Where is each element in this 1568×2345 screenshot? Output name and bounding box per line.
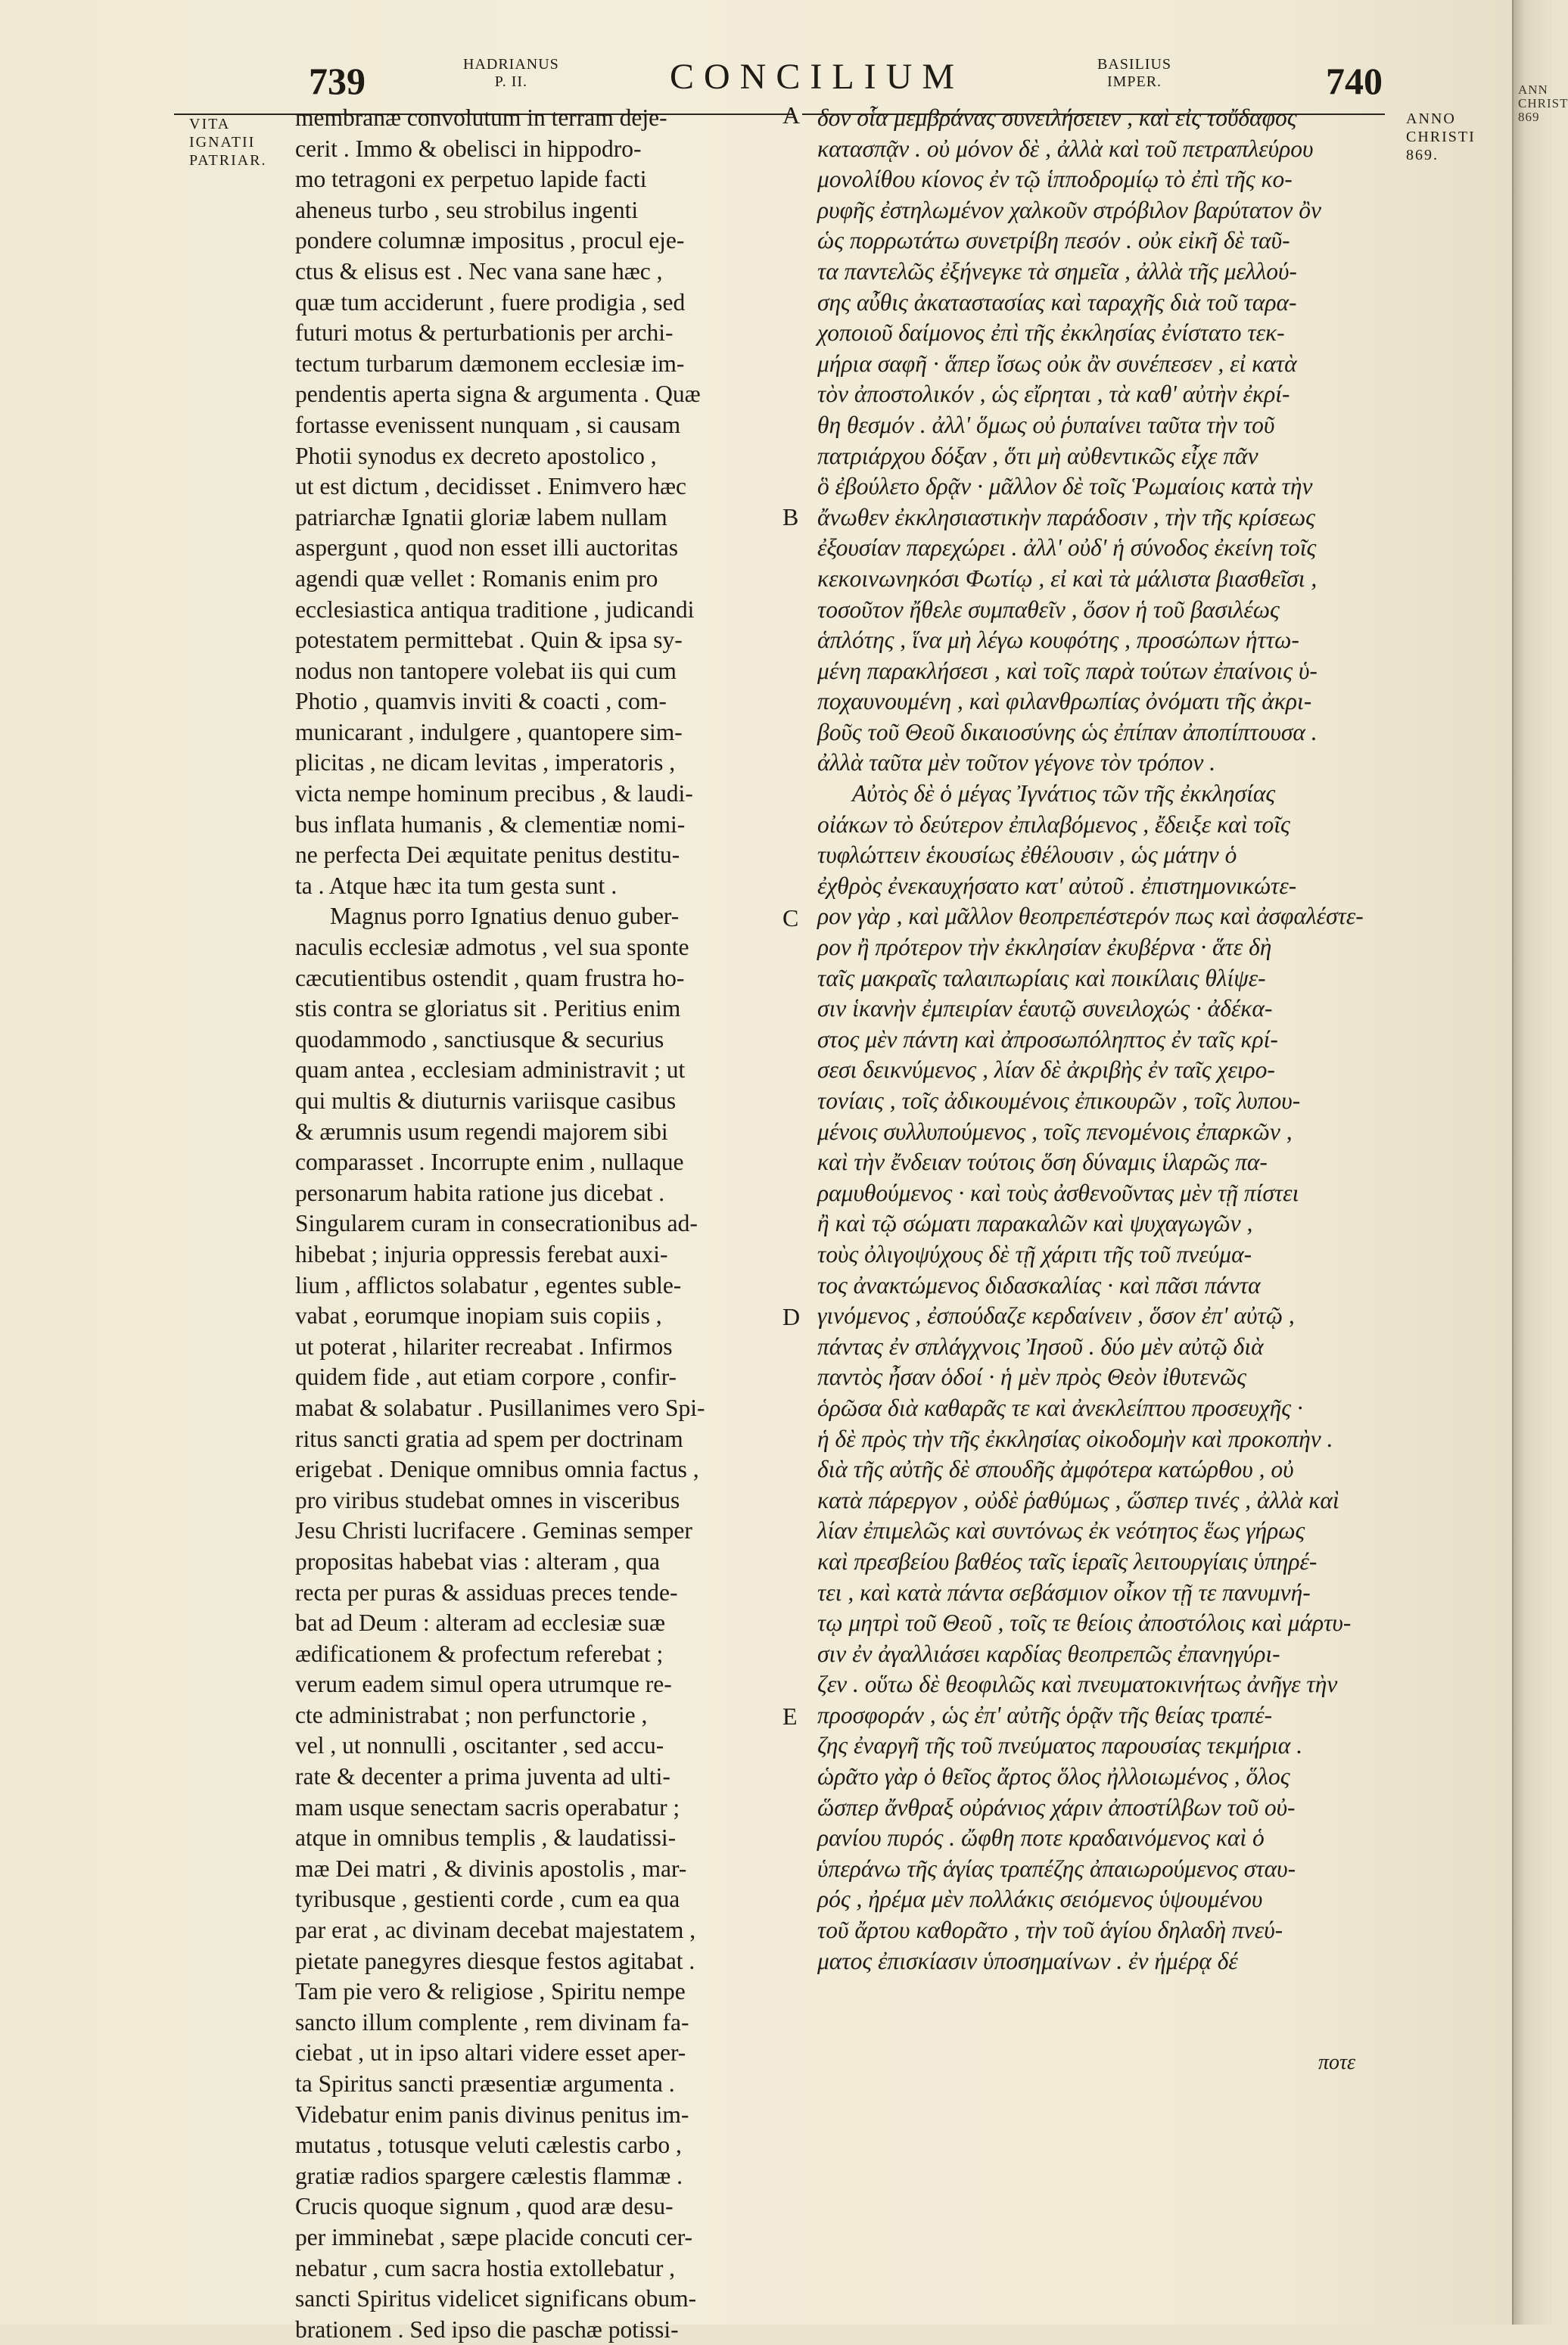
latin-text-line: bus inflata humanis , & clementiæ nomi- bbox=[295, 810, 686, 838]
latin-text-line: nodus non tantopere volebat iis qui cum bbox=[295, 657, 677, 684]
greek-text-line: πατριάρχου δόξαν , ὅτι μὴ αὐθεντικῶς εἶχε πᾶν bbox=[817, 442, 1258, 469]
header-right-label: BASILIUS IMPER. bbox=[1097, 56, 1172, 90]
latin-text-line: mutatus , totusque veluti cælestis carbo , bbox=[295, 2132, 682, 2159]
greek-text-line: σης αὖθις ἀκαταστασίας καὶ ταραχῆς διὰ τοῦ ταρα- bbox=[817, 288, 1297, 316]
latin-text-line: recta per puras & assiduas preces tende- bbox=[295, 1578, 678, 1606]
greek-text-line: χοποιοῦ δαίμονος ἐπὶ τῆς ἐκκλησίας ἐνίστατο τεκ- bbox=[817, 319, 1285, 347]
section-marker-b: B bbox=[782, 503, 799, 530]
latin-text-line: hibebat ; injuria oppressis ferebat auxi- bbox=[295, 1240, 668, 1267]
greek-text-line: τος ἀνακτώμενος διδασκαλίας · καὶ πᾶσι πάντα bbox=[817, 1271, 1261, 1298]
latin-text-line: verum eadem simul opera utrumque re- bbox=[295, 1671, 672, 1698]
greek-text-line: στος μὲν πάντη καὶ ἀπροσωπόληπτος ἐν ταῖς κρί- bbox=[817, 1025, 1278, 1053]
greek-text-line: ρον ἢ πρότερον τὴν ἐκκλησίαν ἐκυβέρνα · ἅτε δὴ bbox=[817, 934, 1272, 961]
margin-note-left: VITA IGNATII PATRIAR. bbox=[189, 116, 267, 169]
latin-text-line: pondere columnæ impositus , procul eje- bbox=[295, 227, 685, 254]
latin-text-line: mabat & solabatur . Pusillanimes vero Spi- bbox=[295, 1394, 705, 1421]
greek-text-line: ταῖς μακραῖς ταλαιπωρίαις καὶ ποικίλαις θλίψε- bbox=[817, 964, 1266, 991]
greek-text-line: ποχαυνουμένη , καὶ φιλανθρωπίας ὀνόματι τῆς ἀκρι- bbox=[817, 688, 1312, 715]
latin-text-line: cte administrabat ; non perfunctorie , bbox=[295, 1701, 648, 1728]
latin-text-line: rate & decenter a prima juventa ad ulti- bbox=[295, 1763, 670, 1790]
greek-text-line: σιν ἐν ἀγαλλιάσει καρδίας θεοπρεπῶς ἐπανηγύρι- bbox=[817, 1640, 1280, 1667]
greek-text-line: τῳ μητρὶ τοῦ Θεοῦ , τοῖς τε θείοις ἀποστόλοις καὶ μάρτυ- bbox=[817, 1609, 1352, 1637]
greek-text-line: ὡρᾶτο γὰρ ὁ θεῖος ἄρτος ὅλος ἠλλοιωμένος , ὅλος bbox=[817, 1763, 1290, 1790]
latin-text-line: per imminebat , sæpe placide concuti cer- bbox=[295, 2223, 693, 2250]
latin-text-line: mo tetragoni ex perpetuo lapide facti bbox=[295, 166, 647, 193]
latin-text-line: ne perfecta Dei æquitate penitus destitu- bbox=[295, 841, 680, 869]
latin-text-line: Photio , quamvis inviti & coacti , com- bbox=[295, 688, 667, 715]
section-marker-e: E bbox=[782, 1703, 798, 1730]
latin-text-line: quam antea , ecclesiam administravit ; ut bbox=[295, 1056, 686, 1084]
latin-text-line: pietate panegyres diesque festos agitabat . bbox=[295, 1947, 695, 1974]
latin-text-line: vabat , eorumque inopiam suis copiis , bbox=[295, 1302, 662, 1330]
catchword: ποτε bbox=[1318, 2051, 1356, 2074]
greek-text-line: καὶ τὴν ἔνδειαν τούτοις ὅση δύναμις ἱλαρῶς πα- bbox=[817, 1149, 1268, 1176]
greek-text-column bbox=[817, 103, 1392, 1976]
latin-text-line: ta Spiritus sancti præsentiæ argumenta . bbox=[295, 2070, 675, 2097]
greek-text-line: δον οἷα μεμβράνας συνειλήσειεν , καὶ εἰς τοὔδαφος bbox=[817, 104, 1297, 131]
latin-text-line: Crucis quoque signum , quod aræ desu- bbox=[295, 2193, 674, 2220]
latin-text-line: quodammodo , sanctiusque & securius bbox=[295, 1025, 664, 1053]
latin-text-line: par erat , ac divinam decebat majestatem , bbox=[295, 1917, 696, 1944]
greek-text-line: κεκοινωνηκόσι Φωτίῳ , εἰ καὶ τὰ μάλιστα βιασθεῖσι , bbox=[817, 564, 1318, 592]
greek-text-line: ἢ καὶ τῷ σώματι παρακαλῶν καὶ ψυχαγωγῶν , bbox=[817, 1210, 1253, 1237]
greek-text-line: τει , καὶ κατὰ πάντα σεβάσμιον οἶκον τῇ τε πανυμνή- bbox=[817, 1578, 1311, 1606]
section-marker-a: A bbox=[782, 101, 801, 129]
greek-text-line: παντὸς ἦσαν ὁδοί · ἡ μὲν πρὸς Θεὸν ἰθυτενῶς bbox=[817, 1364, 1247, 1391]
greek-text-line: Αὐτὸς δὲ ὁ μέγας Ἰγνάτιος τῶν τῆς ἐκκλησίας bbox=[852, 780, 1276, 807]
latin-text-line: futuri motus & perturbationis per archi- bbox=[295, 319, 674, 347]
running-title: CONCILIUM bbox=[670, 57, 964, 97]
latin-text-line: ecclesiastica antiqua traditione , judicandi bbox=[295, 596, 695, 623]
page-number-left: 739 bbox=[309, 60, 366, 102]
next-page-edge bbox=[1512, 0, 1568, 2325]
greek-text-line: βοῦς τοῦ Θεοῦ δικαιοσύνης ὡς ἐπίπαν ἀποπίπτουσα . bbox=[817, 718, 1318, 745]
greek-text-line: προσφοράν , ὡς ἐπ' αὐτῆς ὁρᾷν τῆς θείας τραπέ- bbox=[817, 1701, 1273, 1728]
latin-text-line: Tam pie vero & religiose , Spiritu nempe bbox=[295, 1978, 686, 2005]
greek-text-line: ρός , ἠρέμα μὲν πολλάκις σειόμενος ὑψουμένου bbox=[817, 1886, 1263, 1913]
greek-text-line: μήρια σαφῆ · ἅπερ ἴσως οὐκ ἂν συνέπεσεν , εἰ κατὰ bbox=[817, 350, 1297, 377]
latin-text-line: lium , afflictos solabatur , egentes suble- bbox=[295, 1271, 682, 1298]
greek-text-line: γινόμενος , ἐσπούδαζε κερδαίνειν , ὅσον ἐπ' αὐτῷ , bbox=[817, 1302, 1295, 1330]
greek-text-line: ματος ἐπισκίασιν ὑποσημαίνων . ἐν ἡμέρᾳ δέ bbox=[817, 1947, 1238, 1974]
greek-text-line: ἐχθρὸς ἐνεκαυχήσατο κατ' αὐτοῦ . ἐπιστημονικώτε- bbox=[817, 872, 1297, 899]
greek-text-line: διὰ τῆς αὐτῆς δὲ σπουδῆς ἀμφότερα κατώρθου , οὐ bbox=[817, 1456, 1294, 1483]
latin-text-line: bat ad Deum : alteram ad ecclesiæ suæ bbox=[295, 1609, 665, 1637]
latin-text-line: stis contra se gloriatus sit . Peritius enim bbox=[295, 995, 681, 1022]
greek-text-line: σεσι δεικνύμενος , λίαν δὲ ἀκριβὴς ἐν ταῖς χειρο- bbox=[817, 1056, 1275, 1084]
latin-text-line: Magnus porro Ignatius denuo guber- bbox=[330, 903, 680, 930]
greek-text-line: τοὺς ὀλιγοψύχους δὲ τῇ χάριτι τῆς τοῦ πνεύμα- bbox=[817, 1240, 1252, 1267]
page-number-right: 740 bbox=[1326, 60, 1383, 102]
greek-text-line: τοσοῦτον ἤθελε συμπαθεῖν , ὅσον ἡ τοῦ βασιλέως bbox=[817, 596, 1280, 623]
greek-text-line: τοῦ ἄρτου καθορᾶτο , τὴν τοῦ ἁγίου δηλαδὴ πνεύ- bbox=[817, 1917, 1283, 1944]
greek-text-line: πάντας ἐν σπλάγχνοις Ἰησοῦ . δύο μὲν αὐτῷ διὰ bbox=[817, 1333, 1264, 1360]
latin-text-line: pro viribus studebat omnes in visceribus bbox=[295, 1486, 680, 1513]
latin-text-line: vel , ut nonnulli , oscitanter , sed accu- bbox=[295, 1732, 664, 1759]
latin-text-line: ut est dictum , decidisset . Enimvero hæc bbox=[295, 473, 687, 500]
latin-text-line: tyribusque , gestienti corde , cum ea qua bbox=[295, 1886, 680, 1913]
greek-text-line: μένοις συλλυπούμενος , τοῖς πενομένοις ἐπαρκῶν , bbox=[817, 1118, 1293, 1145]
latin-text-line: cerit . Immo & obelisci in hippodro- bbox=[295, 135, 642, 162]
greek-text-line: τονίαις , τοῖς ἀδικουμένοις ἐπικουρῶν , τοῖς λυπου- bbox=[817, 1087, 1301, 1114]
latin-text-line: Singularem curam in consecrationibus ad- bbox=[295, 1210, 698, 1237]
greek-text-line: ζεν . οὕτω δὲ θεοφιλῶς καὶ πνευματοκινήτως ἀνῆγε τὴν bbox=[817, 1671, 1338, 1698]
latin-text-line: ta . Atque hæc ita tum gesta sunt . bbox=[295, 872, 618, 899]
latin-text-line: potestatem permittebat . Quin & ipsa sy- bbox=[295, 627, 683, 654]
greek-text-line: σιν ἱκανὴν ἐμπειρίαν ἑαυτῷ συνειλοχώς · ἀδέκα- bbox=[817, 995, 1273, 1022]
greek-text-line: ὥσπερ ἄνθραξ οὐράνιος χάριν ἀποστίλβων τοῦ οὐ- bbox=[817, 1793, 1296, 1821]
latin-text-line: ctus & elisus est . Nec vana sane hæc , bbox=[295, 257, 663, 285]
latin-text-line: agendi quæ vellet : Romanis enim pro bbox=[295, 564, 658, 592]
greek-text-line: ἐξουσίαν παρεχώρει . ἀλλ' οὐδ' ἡ σύνοδος ἐκείνη τοῖς bbox=[817, 534, 1317, 561]
latin-text-line: membranæ convolutum in terram deje- bbox=[295, 104, 667, 131]
greek-text-line: τὸν ἀποστολικόν , ὡς εἴρηται , τὰ καθ' αὐτὴν ἐκρί- bbox=[817, 381, 1290, 408]
latin-text-line: Jesu Christi lucrifacere . Geminas semper bbox=[295, 1517, 692, 1544]
greek-text-line: ἁπλότης , ἵνα μὴ λέγω κουφότης , προσώπων ἡττω- bbox=[817, 627, 1299, 654]
latin-text-line: pendentis aperta signa & argumenta . Quæ bbox=[295, 381, 701, 408]
latin-text-line: quæ tum acciderunt , fuere prodigia , sed bbox=[295, 288, 686, 316]
latin-text-column bbox=[295, 103, 779, 2345]
latin-text-line: tectum turbarum dæmonem ecclesiæ im- bbox=[295, 350, 685, 377]
latin-text-line: erigebat . Denique omnibus omnia factus , bbox=[295, 1456, 699, 1483]
latin-text-line: mæ Dei matri , & divinis apostolis , mar- bbox=[295, 1855, 687, 1882]
latin-text-line: propositas habebat vias : alteram , qua bbox=[295, 1547, 660, 1575]
greek-text-line: ραμυθούμενος · καὶ τοὺς ἀσθενοῦντας μὲν τῇ πίστει bbox=[817, 1179, 1299, 1206]
latin-text-line: ritus sancti gratia ad spem per doctrinam bbox=[295, 1425, 683, 1452]
greek-text-line: τα παντελῶς ἐξήνεγκε τὰ σημεῖα , ἀλλὰ τῆς μελλού- bbox=[817, 257, 1297, 285]
greek-text-line: ὑπεράνω τῆς ἁγίας τραπέζης ἀπαιωρούμενος σταυ- bbox=[817, 1855, 1296, 1882]
latin-text-line: nebatur , cum sacra hostia extollebatur , bbox=[295, 2254, 676, 2281]
greek-text-line: θη θεσμόν . ἀλλ' ὅμως οὐ ῥυπαίνει ταῦτα τὴν τοῦ bbox=[817, 411, 1275, 438]
greek-text-line: ρυφῆς ἐστηλωμένον χαλκοῦν στρόβιλον βαρύτατον ὂν bbox=[817, 196, 1321, 223]
greek-text-line: ρον γὰρ , καὶ μᾶλλον θεοπρεπέστερόν πως καὶ ἀσφαλέστε- bbox=[817, 903, 1364, 930]
greek-text-line: μονολίθου κίονος ἐν τῷ ἱπποδρομίῳ τὸ ἐπὶ τῆς κο- bbox=[817, 166, 1293, 193]
section-marker-d: D bbox=[782, 1303, 801, 1330]
margin-note-right: ANNO CHRISTI 869. bbox=[1406, 110, 1476, 163]
greek-text-line: κατασπᾷν . οὐ μόνον δὲ , ἀλλὰ καὶ τοῦ πετραπλεύρου bbox=[817, 135, 1314, 162]
greek-text-line: ὁρῶσα διὰ καθαρᾶς τε καὶ ἀνεκλείπτου προσευχῆς · bbox=[817, 1394, 1303, 1421]
header-left-label: HADRIANUS P. II. bbox=[463, 56, 559, 90]
greek-text-line: τυφλώττειν ἑκουσίως ἐθέλουσιν , ὡς μάτην ὁ bbox=[817, 841, 1237, 869]
latin-text-line: comparasset . Incorrupte enim , nullaque bbox=[295, 1149, 684, 1176]
latin-text-line: cæcutientibus ostendit , quam frustra ho- bbox=[295, 964, 685, 991]
latin-text-line: ciebat , ut in ipso altari videre esset aper- bbox=[295, 2039, 686, 2067]
latin-text-line: & ærumnis usum regendi majorem sibi bbox=[295, 1118, 668, 1145]
latin-text-line: gratiæ radios spargere cælestis flammæ . bbox=[295, 2162, 683, 2189]
latin-text-line: quidem fide , aut etiam corpore , confir- bbox=[295, 1364, 677, 1391]
greek-text-line: ἡ δὲ πρὸς τὴν τῆς ἐκκλησίας οἰκοδομὴν καὶ προκοπὴν . bbox=[817, 1425, 1333, 1452]
latin-text-line: patriarchæ Ignatii gloriæ labem nullam bbox=[295, 503, 667, 530]
greek-text-line: ἀλλὰ ταῦτα μὲν τοῦτον γέγονε τὸν τρόπον . bbox=[817, 749, 1216, 776]
latin-text-line: atque in omnibus templis , & laudatissi- bbox=[295, 1824, 677, 1852]
greek-text-line: ρανίου πυρός . ὤφθη ποτε κραδαινόμενος καὶ ὁ bbox=[817, 1824, 1265, 1852]
greek-text-line: οἰάκων τὸ δεύτερον ἐπιλαβόμενος , ἔδειξε καὶ τοῖς bbox=[817, 810, 1290, 838]
latin-text-line: ut poterat , hilariter recreabat . Infirmos bbox=[295, 1333, 673, 1360]
section-marker-c: C bbox=[782, 904, 799, 931]
latin-text-line: ædificationem & profectum referebat ; bbox=[295, 1640, 664, 1667]
latin-text-line: Videbatur enim panis divinus penitus im- bbox=[295, 2101, 689, 2128]
greek-text-line: ὃ ἐβούλετο δρᾷν · μᾶλλον δὲ τοῖς Ῥωμαίοις κατὰ τὴν bbox=[817, 473, 1313, 500]
latin-text-line: aspergunt , quod non esset illi auctoritas bbox=[295, 534, 678, 561]
latin-text-line: sancto illum complente , rem divinam fa- bbox=[295, 2008, 689, 2036]
latin-text-line: plicitas , ne dicam levitas , imperatoris , bbox=[295, 749, 676, 776]
latin-text-line: aheneus turbo , seu strobilus ingenti bbox=[295, 196, 639, 223]
greek-text-line: ὡς πορρωτάτω συνετρίβη πεσόν . οὐκ εἰκῆ δὲ ταῦ- bbox=[817, 227, 1290, 254]
latin-text-line: naculis ecclesiæ admotus , vel sua sponte bbox=[295, 934, 689, 961]
greek-text-line: καὶ πρεσβείου βαθέος ταῖς ἱεραῖς λειτουργίαις ὑπηρέ- bbox=[817, 1547, 1318, 1575]
latin-text-line: sancti Spiritus videlicet significans obum- bbox=[295, 2285, 697, 2312]
latin-text-line: municarant , indulgere , quantopere sim- bbox=[295, 718, 683, 745]
greek-text-line: μένη παρακλήσεσι , καὶ τοῖς παρὰ τούτων ἐπαίνοις ὑ- bbox=[817, 657, 1318, 684]
latin-text-line: qui multis & diuturnis variisque casibus bbox=[295, 1087, 677, 1114]
greek-text-line: κατὰ πάρεργον , οὐδὲ ῥαθύμως , ὥσπερ τινές , ἀλλὰ καὶ bbox=[817, 1486, 1339, 1513]
latin-text-line: brationem . Sed ipso die paschæ potissi- bbox=[295, 2315, 679, 2343]
latin-text-line: Photii synodus ex decreto apostolico , bbox=[295, 442, 657, 469]
greek-text-line: ζης ἐναργῆ τῆς τοῦ πνεύματος παρουσίας τεκμήρια . bbox=[817, 1732, 1303, 1759]
latin-text-line: mam usque senectam sacris operabatur ; bbox=[295, 1793, 680, 1821]
greek-text-line: ἄνωθεν ἐκκλησιαστικὴν παράδοσιν , τὴν τῆς κρίσεως bbox=[817, 503, 1315, 530]
greek-text-line: λίαν ἐπιμελῶς καὶ συντόνως ἐκ νεότητος ἕως γήρως bbox=[817, 1517, 1305, 1544]
next-page-margin-note: ANN CHRIST 869 bbox=[1518, 82, 1568, 124]
latin-text-line: personarum habita ratione jus dicebat . bbox=[295, 1179, 665, 1206]
latin-text-line: victa nempe hominum precibus , & laudi- bbox=[295, 780, 693, 807]
latin-text-line: fortasse evenissent nunquam , si causam bbox=[295, 411, 681, 438]
